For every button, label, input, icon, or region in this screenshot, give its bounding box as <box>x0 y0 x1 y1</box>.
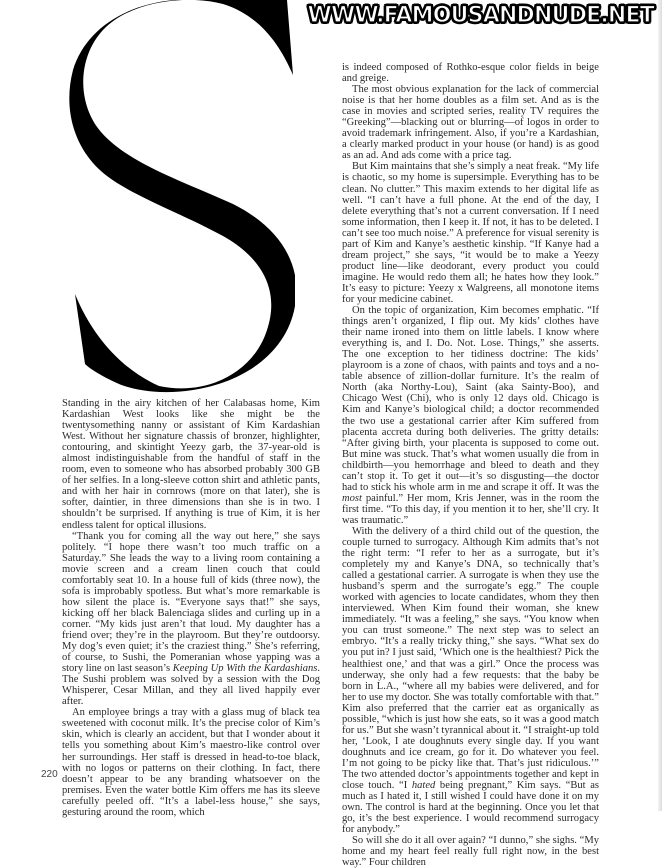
article-paragraph: On the topic of organization, Kim becomes emphatic. “If things aren’t organized, I flip out. My kids’ clothes have their name ironed into them on little labels. I know where everything is, and I. Do. Not. Lose. Things,” she asserts. The one exception to her tidiness doctrine: The kids’ playroom is a zone of chaos, with paints and toys and a notable absence of zillion-dollar furniture. It’s the realm of North (aka Northy-Lou), Saint (aka Sainty-Boo), and Chicago West (Chi), who is only 12 days old. Chicago is Kim and Kanye’s biological child; a doctor recommended the two use a gestational carrier after Kim suffered from placenta accreta during both deliveries. The gritty details: “After giving birth, your placenta is supposed to come out. But mine was stuck. That’s what women usually die from in childbirth—you hemorrhage and bleed to death and they can’t stop it. To get it out—it’s so disgusting—the doctor had to stick his whole arm in me and scrape it off. It was the most painful.” Her mom, Kris Jenner, was in the room the first time. “To this day, if you mention it to her, she’ll cry. It was traumatic.” <box>342 305 599 526</box>
article-paragraph: The most obvious explanation for the lack of commercial noise is that her home doubles as a film set. And as is the case in movies and scripted series, reality TV requires the “Greeking”—blacking out or blurring—of logos in order to avoid trademark infringement. Also, if you’re a Kardashian, a clearly marked product in your house (or hand) is as good as an ad. And ads come with a price tag. <box>342 84 599 162</box>
page-edge <box>658 0 662 811</box>
article-paragraph: With the delivery of a third child out of the question, the couple turned to surrogacy. Although Kim admits that’s not the right term: “I refer to her as a surrogate, but it’s completely my and Kanye’s DNA, so technically that’s called a gestational carrier. A surrogate is when they use the husband’s sperm and the surrogate’s egg.” The couple worked with agencies to locate candidates, whom they then interviewed. When Kim found their woman, she knew immediately. “It was a feeling,” she says. “You know when you can trust someone.” The next step was to select an embryo. “It’s a really tricky thing,” she says. “What sex do you put in? I just said, ‘Which one is the healthiest? Pick the healthiest one,’ and that was a girl.” Once the process was underway, she only had a few requests: that the baby be born in L.A., “where all my babies were delivered, and for her to use my doctor. She was totally comfortable with that.” Kim also preferred that the carrier eat as organically as possible, “which is just how she eats, so it was a good match for us.” But she wasn’t tyrannical about it. “I straight-up told her, ‘Look, I ate doughnuts every single day. If you want doughnuts and ice cream, go for it. Do whatever you feel. I’m not going to be picky like that. That’s just ridiculous.’” The two attended doctor’s appointments together and kept in close touch. “I hated being pregnant,” Kim says. “But as much as I hated it, I still wished I could have done it on my own. The control is hard at the beginning. Once you let that go, it’s the best experience. I would recommend surrogacy for anybody.” <box>342 525 599 836</box>
article-column-left <box>62 398 320 818</box>
emphasis: most <box>342 492 362 504</box>
drop-cap-letter-s <box>55 0 295 395</box>
page-number: 220 <box>41 769 58 780</box>
article-column-right <box>342 62 599 868</box>
article-paragraph: So will she do it all over again? “I dunno,” she sighs. “My home and my heart feel really full right now, in the best way.” Four children <box>342 835 599 868</box>
emphasis: hated <box>411 780 436 792</box>
article-paragraph: is indeed composed of Rothko-esque color fields in beige and greige. <box>342 62 599 85</box>
article-paragraph: Standing in the airy kitchen of her Calabasas home, Kim Kardashian West looks like she might be the twentysomething nanny or assistant of Kim Kardashian West. Without her signature chassis of bronzer, highlighter, contouring, and skintight Yeezy garb, the 37-year-old is almost indistinguishable from the handful of staff in the room, even to someone who has absorbed probably 300 GB of her selfies. In a long-sleeve cotton shirt and athletic pants, and with her hair in cornrows (more on that later), she is softer, daintier, in three dimensions than she is in two. I shouldn’t be surprised. If anything is true of Kim, it is her endless talent for optical illusions. <box>62 398 320 531</box>
drop-cap-s-glyph <box>69 0 295 392</box>
watermark: WWW.FAMOUSANDNUDE.NET <box>307 3 654 28</box>
show-title: Keeping Up With the Kardashians <box>172 663 318 675</box>
article-paragraph: “Thank you for coming all the way out here,” she says politely. “I hope there wasn’t too much traffic on a Saturday.” She leads the way to a living room containing a movie screen and a cream linen couch that could comfortably seat 10. In a house full of kids (three now), the sofa is improbably spotless. But what’s more remarkable is how silent the place is. “Everyone says that!” she says, kicking off her black Balenciaga slides and curling up in a corner. “My kids just aren’t that loud. My daughter has a friend over; they’re in the playroom. But they’re outdoorsy. My dog’s even quiet; it’s the craziest thing.” She’s referring, of course, to Sushi, the Pomeranian whose yapping was a story line on last season’s Keeping Up With the Kardashians. The Sushi problem was solved by a session with the Dog Whisperer, Cesar Millan, and they all lived happily ever after. <box>62 530 320 708</box>
article-paragraph: But Kim maintains that she’s simply a neat freak. “My life is chaotic, so my home is supersimple. Everything has to be clean. No clutter.” This maxim extends to her digital life as well. “I can’t have a full phone. At the end of the day, I delete everything that’s not a current conversation. If I need some information, then I keep it. If not, it has to be deleted. I can’t see too much noise.” A preference for visual serenity is part of Kim and Kanye’s aesthetic kinship. “If Kanye had a dream project,” she says, “it would be to make a Yeezy product line—like deodorant, every product you could imagine. He would redo them all; he hates how they look.” It’s easy to picture: Yeezy x Walgreens, all monotone items for your medicine cabinet. <box>342 161 599 305</box>
article-paragraph: An employee brings a tray with a glass mug of black tea sweetened with coconut milk. It’s the precise color of Kim’s skin, which is clearly an accident, but that I wonder about it tells you something about Kim’s maestro-like control over her surroundings. Her staff is dressed in head-to-toe black, with no logos or patterns on their clothing. In fact, there doesn’t appear to be any branding whatsoever on the premises. Even the water bottle Kim offers me has its sleeve carefully peeled off. “It’s a label-less house,” she says, gesturing around the room, which <box>62 707 320 818</box>
